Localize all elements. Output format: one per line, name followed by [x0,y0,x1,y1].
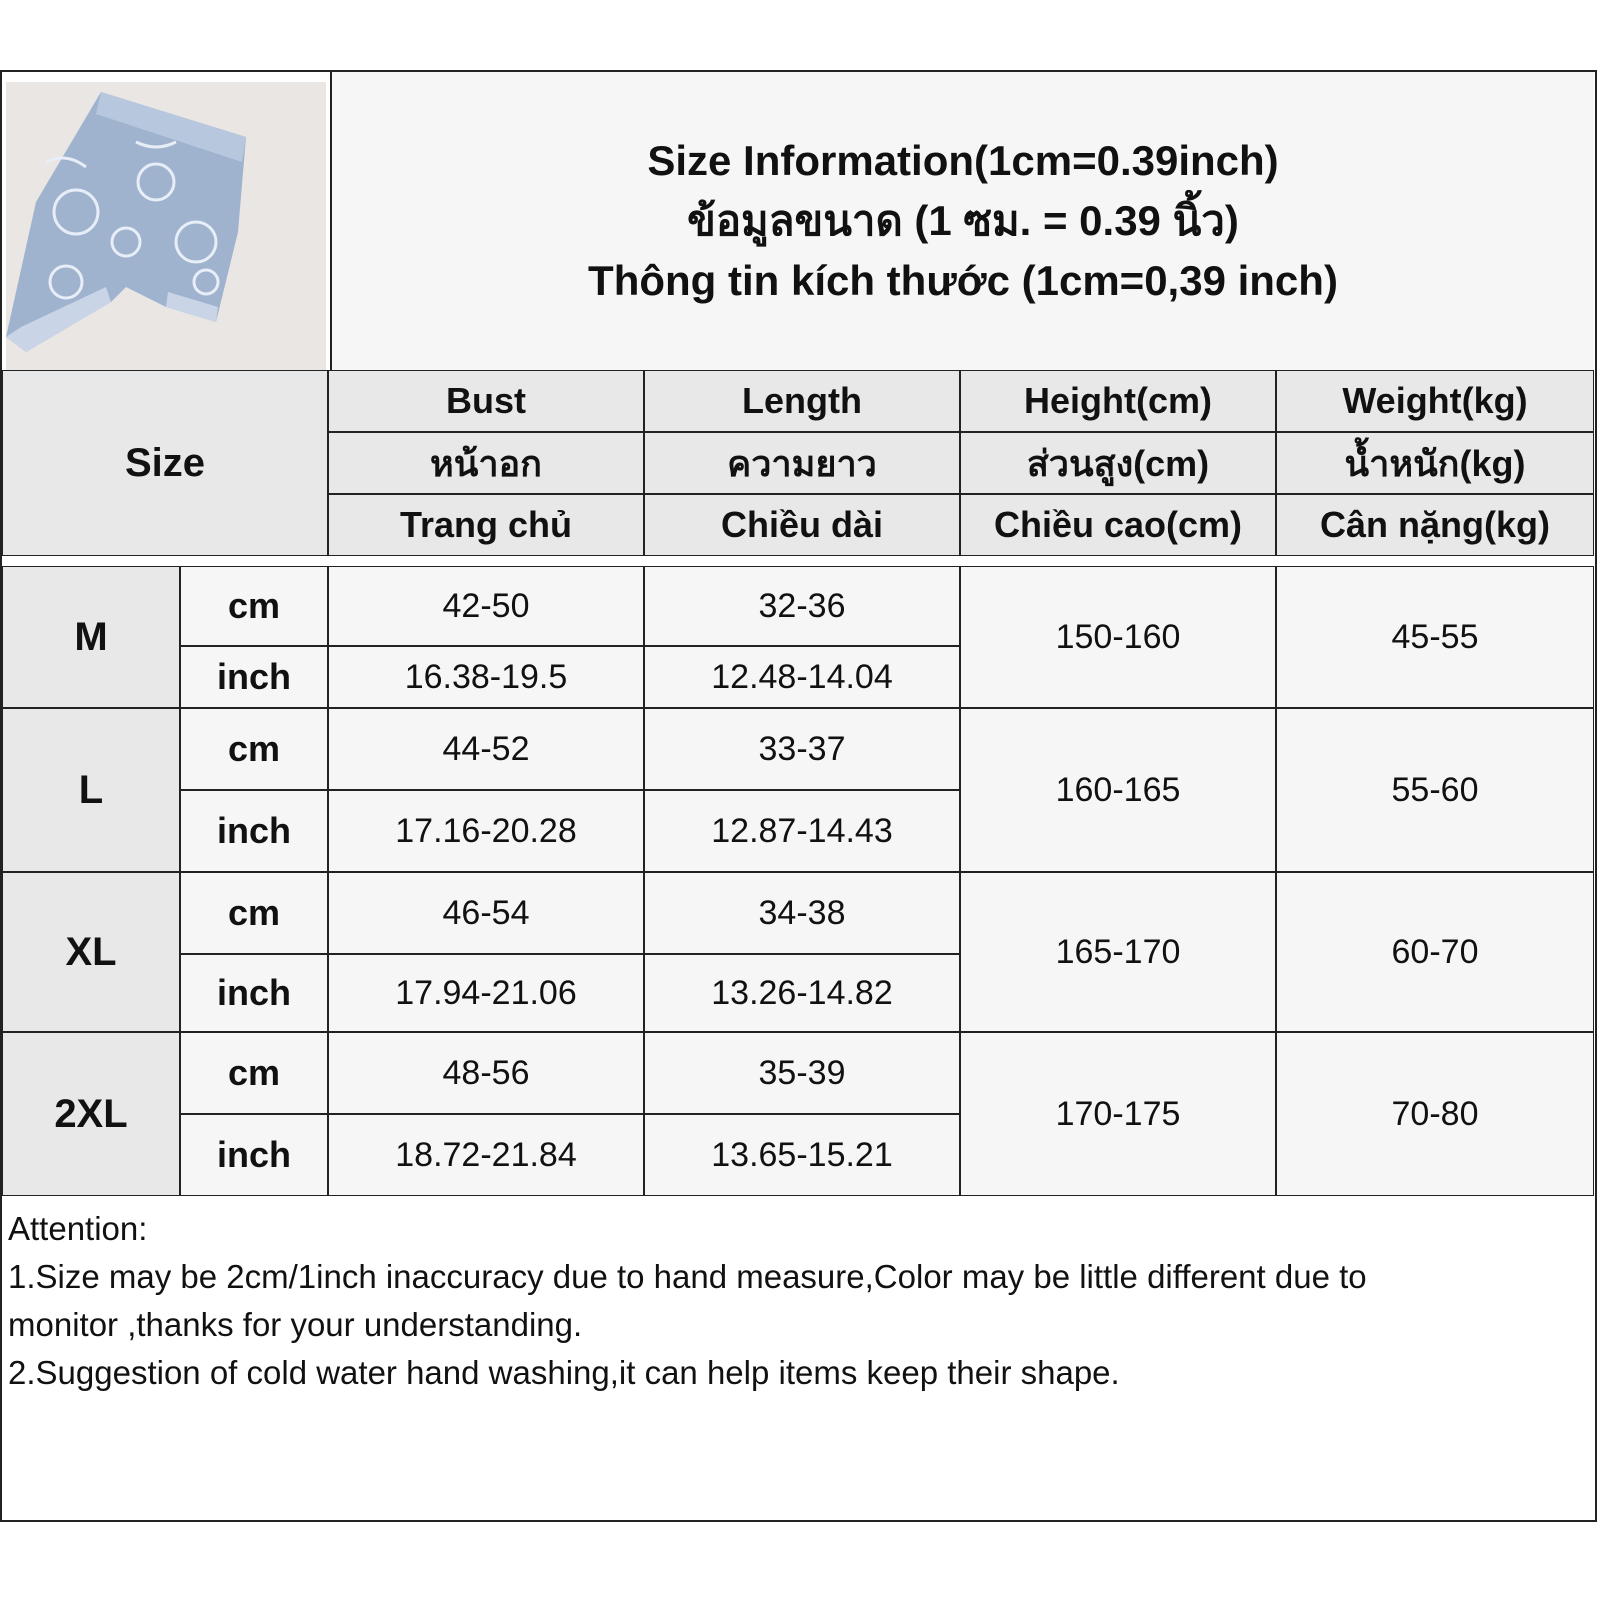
size-label: 2XL [2,1032,180,1196]
table-cell: 16.38-19.5 [328,646,644,708]
table-cell: 150-160 [960,566,1276,708]
unit-label: inch [180,1114,328,1196]
notes-line: 1.Size may be 2cm/1inch inaccuracy due to hand measure,Color may be little different due to [8,1258,1367,1295]
unit-label: inch [180,954,328,1032]
table-cell: 48-56 [328,1032,644,1114]
col-header-length-th: ความยาว [644,432,960,494]
table-cell: 17.94-21.06 [328,954,644,1032]
table-cell: 33-37 [644,708,960,790]
table-cell: 160-165 [960,708,1276,872]
size-header: Size [2,370,328,556]
size-label: M [2,566,180,708]
table-cell: 35-39 [644,1032,960,1114]
col-header-bust-th: หน้าอก [328,432,644,494]
size-label: XL [2,872,180,1032]
table-cell: 13.65-15.21 [644,1114,960,1196]
table-cell: 55-60 [1276,708,1594,872]
col-header-bust-en: Bust [328,370,644,432]
notes-heading: Attention: [8,1210,148,1247]
table-cell: 60-70 [1276,872,1594,1032]
product-photo [6,82,326,370]
table-cell: 170-175 [960,1032,1276,1196]
size-label: L [2,708,180,872]
col-header-height-th: ส่วนสูง(cm) [960,432,1276,494]
title-vietnamese: Thông tin kích thước (1cm=0,39 inch) [588,257,1338,304]
table-cell: 70-80 [1276,1032,1594,1196]
table-cell: 165-170 [960,872,1276,1032]
attention-notes [8,1205,1588,1397]
col-header-length-vi: Chiều dài [644,494,960,556]
unit-label: inch [180,646,328,708]
title-english: Size Information(1cm=0.39inch) [647,137,1279,184]
title-thai: ข้อมูลขนาด (1 ซม. = 0.39 นิ้ว) [687,197,1239,244]
table-cell: 13.26-14.82 [644,954,960,1032]
table-cell: 44-52 [328,708,644,790]
notes-line: 2.Suggestion of cold water hand washing,it can help items keep their shape. [8,1354,1120,1391]
col-header-weight-en: Weight(kg) [1276,370,1594,432]
table-cell: 12.48-14.04 [644,646,960,708]
col-header-height-en: Height(cm) [960,370,1276,432]
notes-line: monitor ,thanks for your understanding. [8,1306,583,1343]
shorts-icon [6,82,326,370]
table-cell: 34-38 [644,872,960,954]
table-cell: 12.87-14.43 [644,790,960,872]
unit-label: cm [180,1032,328,1114]
unit-label: cm [180,566,328,646]
col-header-length-en: Length [644,370,960,432]
col-header-bust-vi: Trang chủ [328,494,644,556]
chart-title [330,72,1594,370]
table-cell: 45-55 [1276,566,1594,708]
table-cell: 17.16-20.28 [328,790,644,872]
unit-label: cm [180,872,328,954]
table-cell: 32-36 [644,566,960,646]
col-header-height-vi: Chiều cao(cm) [960,494,1276,556]
table-cell: 42-50 [328,566,644,646]
unit-label: inch [180,790,328,872]
unit-label: cm [180,708,328,790]
col-header-weight-vi: Cân nặng(kg) [1276,494,1594,556]
table-cell: 18.72-21.84 [328,1114,644,1196]
table-cell: 46-54 [328,872,644,954]
col-header-weight-th: น้ำหนัก(kg) [1276,432,1594,494]
